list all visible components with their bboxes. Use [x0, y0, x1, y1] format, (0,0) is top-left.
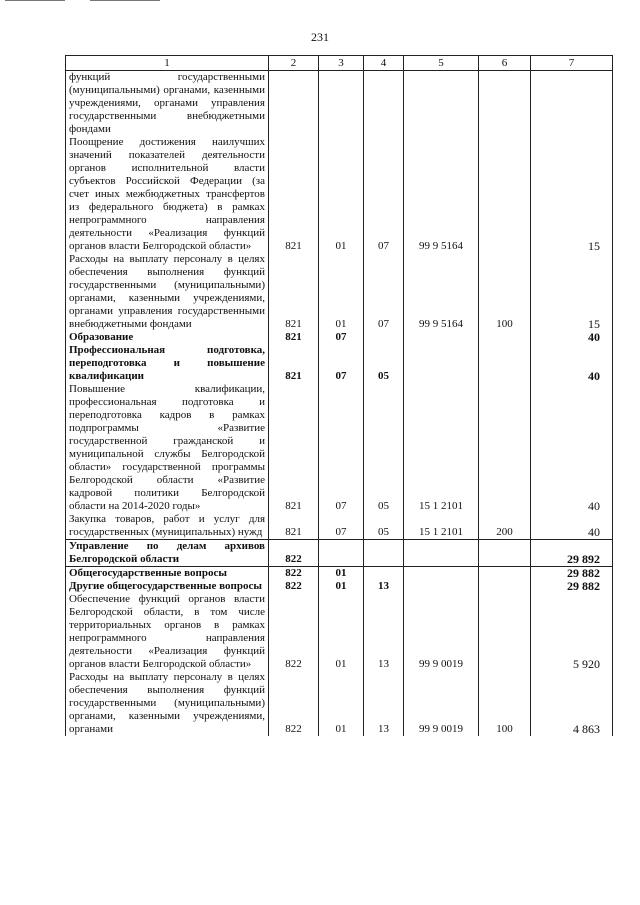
cell-subsection: 05 — [364, 513, 404, 540]
cell-admin-code: 822 — [269, 593, 319, 671]
table-row — [66, 383, 613, 513]
row-name: Закупка товаров, работ и услуг для государственных (муниципальных) нужд — [66, 513, 269, 540]
header-col-7: 7 — [531, 56, 613, 71]
cell-section: 07 — [319, 513, 364, 540]
cell-subsection — [364, 567, 404, 581]
cell-expense-type — [479, 136, 531, 253]
cell-amount: 40 — [531, 513, 613, 540]
row-name: Управление по делам архивов Белгородской области — [66, 540, 269, 567]
cell-subsection: 05 — [364, 344, 404, 383]
cell-target-article: 15 1 2101 — [404, 383, 479, 513]
cell-admin-code: 822 — [269, 567, 319, 581]
cell-amount: 40 — [531, 344, 613, 383]
scan-marks — [0, 0, 640, 10]
cell-admin-code: 821 — [269, 344, 319, 383]
row-name: Другие общегосударственные вопросы — [66, 580, 269, 593]
table-row — [66, 344, 613, 383]
cell-expense-type — [479, 344, 531, 383]
cell-subsection: 07 — [364, 253, 404, 331]
cell-subsection: 13 — [364, 593, 404, 671]
header-col-6: 6 — [479, 56, 531, 71]
cell-target-article: 99 9 5164 — [404, 253, 479, 331]
table-row — [66, 567, 613, 581]
header-col-4: 4 — [364, 56, 404, 71]
cell-section — [319, 540, 364, 567]
cell-amount: 29 882 — [531, 567, 613, 581]
cell-expense-type: 200 — [479, 513, 531, 540]
header-col-3: 3 — [319, 56, 364, 71]
header-col-2: 2 — [269, 56, 319, 71]
cell-target-article — [404, 567, 479, 581]
cell-subsection: 13 — [364, 580, 404, 593]
cell-section: 07 — [319, 331, 364, 344]
cell-subsection — [364, 71, 404, 137]
cell-admin-code: 822 — [269, 671, 319, 736]
cell-subsection: 05 — [364, 383, 404, 513]
header-col-5: 5 — [404, 56, 479, 71]
cell-admin-code: 821 — [269, 383, 319, 513]
cell-section: 01 — [319, 593, 364, 671]
cell-admin-code: 822 — [269, 540, 319, 567]
cell-admin-code: 821 — [269, 136, 319, 253]
cell-section: 01 — [319, 136, 364, 253]
row-name: Расходы на выплату персоналу в целях обеспечения выполнения функций государственными (муниципальными) органами, казенными учреждениями, органами управления государственными внебюджетными фондами — [66, 253, 269, 331]
cell-section: 01 — [319, 567, 364, 581]
scan-mark — [5, 0, 65, 1]
cell-amount: 40 — [531, 331, 613, 344]
row-name: Обеспечение функций органов власти Белгородской области, в том числе территориальных органов в рамках непрограммного направления деятельности «Реализация функций органов власти Белгородской области» — [66, 593, 269, 671]
cell-section: 07 — [319, 344, 364, 383]
cell-subsection: 07 — [364, 136, 404, 253]
table-row — [66, 580, 613, 593]
cell-expense-type — [479, 593, 531, 671]
cell-target-article: 99 9 5164 — [404, 136, 479, 253]
cell-subsection — [364, 540, 404, 567]
row-name: Поощрение достижения наилучших значений показателей деятельности органов исполнительной власти субъектов Российской Федерации (за счет иных межбюджетных трансфертов из федерального бюджета) в рамках непрограммного направления деятельности «Реализация функций органов власти Белгородской области» — [66, 136, 269, 253]
cell-expense-type: 100 — [479, 253, 531, 331]
cell-target-article: 99 9 0019 — [404, 593, 479, 671]
cell-section: 01 — [319, 253, 364, 331]
budget-table — [65, 55, 613, 736]
header-row — [66, 56, 613, 71]
row-name: Общегосударственные вопросы — [66, 567, 269, 581]
cell-subsection: 13 — [364, 671, 404, 736]
cell-expense-type — [479, 580, 531, 593]
row-name: функций государственными (муниципальными) органами, казенными учреждениями, органами управления государственными внебюджетными фондами — [66, 71, 269, 137]
cell-amount: 5 920 — [531, 593, 613, 671]
table-row — [66, 253, 613, 331]
table-row — [66, 71, 613, 137]
cell-section: 07 — [319, 383, 364, 513]
cell-expense-type — [479, 71, 531, 137]
table-row — [66, 671, 613, 736]
table-row — [66, 136, 613, 253]
row-name: Образование — [66, 331, 269, 344]
cell-section: 01 — [319, 671, 364, 736]
cell-target-article: 15 1 2101 — [404, 513, 479, 540]
cell-amount: 29 892 — [531, 540, 613, 567]
cell-admin-code: 821 — [269, 253, 319, 331]
table-row — [66, 593, 613, 671]
page-number: 231 — [311, 30, 329, 44]
cell-target-article — [404, 540, 479, 567]
row-name: Профессиональная подготовка, переподготовка и повышение квалификации — [66, 344, 269, 383]
cell-admin-code: 821 — [269, 513, 319, 540]
table-row — [66, 513, 613, 540]
cell-expense-type — [479, 540, 531, 567]
cell-expense-type: 100 — [479, 671, 531, 736]
cell-amount: 40 — [531, 383, 613, 513]
cell-amount: 29 882 — [531, 580, 613, 593]
table-row — [66, 540, 613, 567]
row-name: Расходы на выплату персоналу в целях обеспечения выполнения функций государственными (муниципальными) органами, казенными учреждениями, органами — [66, 671, 269, 736]
cell-amount: 15 — [531, 253, 613, 331]
cell-amount: 4 863 — [531, 671, 613, 736]
cell-subsection — [364, 331, 404, 344]
cell-admin-code — [269, 71, 319, 137]
cell-section: 01 — [319, 580, 364, 593]
header-col-1: 1 — [66, 56, 269, 71]
cell-target-article — [404, 344, 479, 383]
cell-target-article: 99 9 0019 — [404, 671, 479, 736]
cell-admin-code: 821 — [269, 331, 319, 344]
cell-admin-code: 822 — [269, 580, 319, 593]
cell-target-article — [404, 331, 479, 344]
cell-expense-type — [479, 567, 531, 581]
cell-expense-type — [479, 383, 531, 513]
scan-mark — [90, 0, 160, 1]
cell-target-article — [404, 71, 479, 137]
cell-amount: 15 — [531, 136, 613, 253]
cell-section — [319, 71, 364, 137]
cell-amount — [531, 71, 613, 137]
cell-expense-type — [479, 331, 531, 344]
row-name: Повышение квалификации, профессиональная подготовка и переподготовка кадров в рамках подпрограммы «Развитие государственной гражданской и муниципальной службы Белгородской области» государственной программы Белгородской области «Развитие кадровой политики Белгородской области на 2014-2020 годы» — [66, 383, 269, 513]
table-row — [66, 331, 613, 344]
cell-target-article — [404, 580, 479, 593]
